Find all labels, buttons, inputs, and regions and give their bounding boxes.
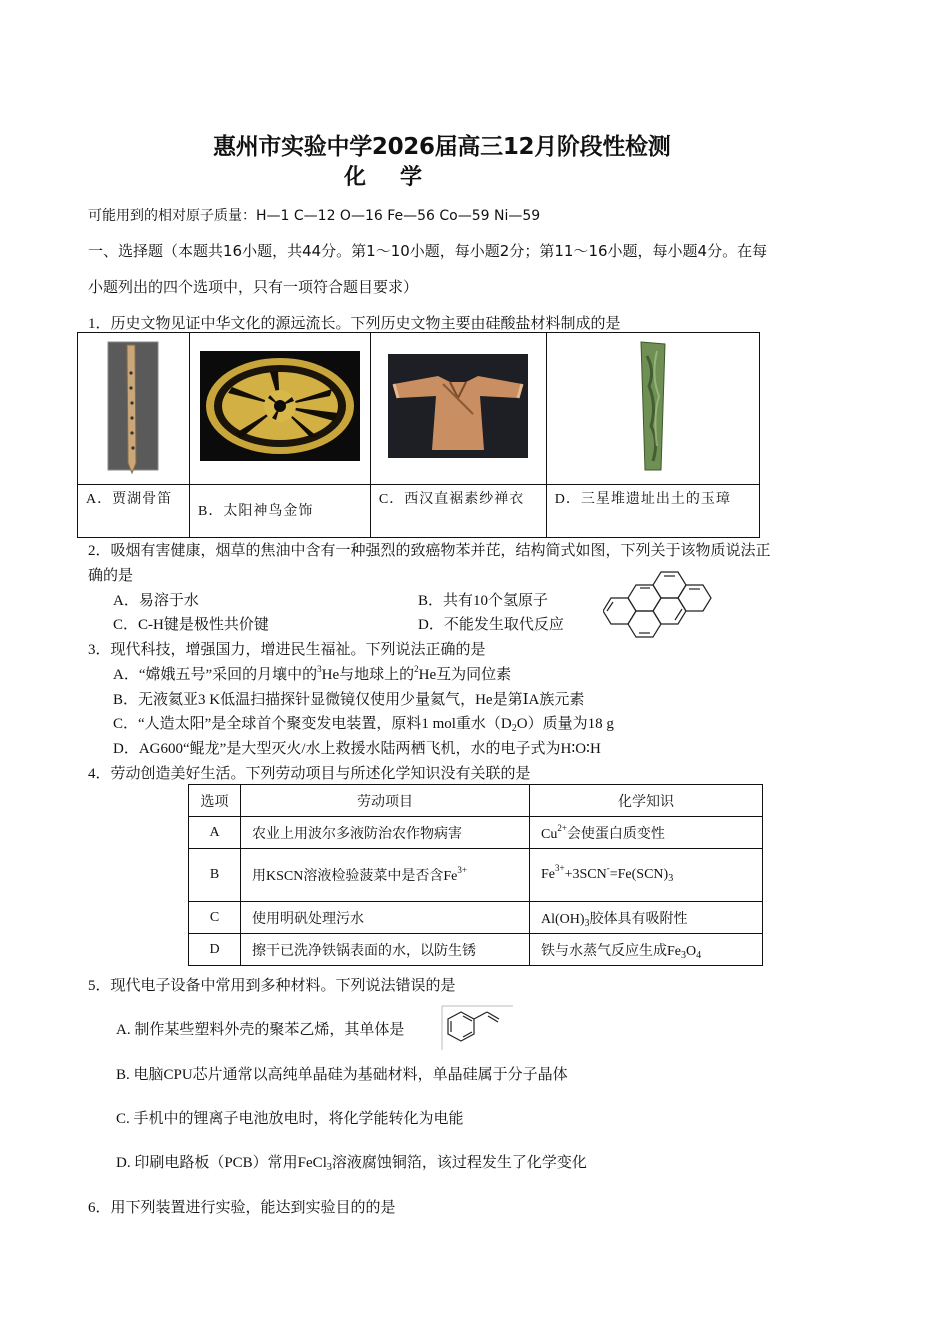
q1-image-cell-d <box>546 333 759 485</box>
q4-b-k2: +3SCN <box>564 867 607 882</box>
q4-table <box>188 784 763 966</box>
page-title: 惠州市实验中学2026届高三12月阶段性检测 <box>213 134 671 160</box>
q4-row-c-labor: 使用明矾处理污水 <box>241 902 530 934</box>
q4-row-c-option: C <box>189 902 241 934</box>
section-instruction-line2: 小题列出的四个选项中，只有一项符合题目要求） <box>88 278 419 296</box>
q4-b-k3-sub: 3 <box>668 873 674 884</box>
q4-header-option: 选项 <box>189 785 241 817</box>
q4-c-k1-sub: 3 <box>584 917 590 929</box>
q4-b-l1-sup: 3+ <box>457 865 467 875</box>
q5-d-sub: 3 <box>326 1162 332 1173</box>
q3-d-text: D．AG600“鲲龙”是大型灭火/水上救援水陆两栖飞机，水的电子式为 <box>113 741 561 757</box>
q1-option-a: A．贾湖骨笛 <box>78 485 190 538</box>
styrene-structure-icon <box>441 1005 515 1051</box>
q2-option-a: A．易溶于水 <box>113 593 199 609</box>
q5-d-text1: D. 印刷电路板（PCB）常用FeCl <box>116 1155 327 1171</box>
q1-option-d: D．三星堆遗址出土的玉璋 <box>546 485 759 538</box>
q3-option-c <box>113 712 614 733</box>
q2-option-c: C．C-H键是极性共价键 <box>113 617 269 633</box>
q3-option-d <box>113 737 601 758</box>
q5-stem: 5．现代电子设备中常用到多种材料。下列说法错误的是 <box>88 978 456 994</box>
q4-b-k1-sup: 3+ <box>555 863 565 873</box>
bone-flute-photo <box>78 333 188 479</box>
q3-a-text3: He互为同位素 <box>418 667 512 683</box>
q1-image-cell-c <box>370 333 546 485</box>
jade-zhang-photo <box>623 336 683 476</box>
q3-c-text2: O）质量为18 g <box>516 716 614 732</box>
q5-option-a: A. 制作某些塑料外壳的聚苯乙烯，其单体是 <box>116 1022 405 1038</box>
q4-d-k1-sub: 3 <box>681 949 686 961</box>
q3-c-text1: C．“人造太阳”是全球首个聚变发电装置，原料1 mol重水（D <box>113 716 512 732</box>
q4-row-c-knowledge <box>530 902 763 934</box>
q4-row-b-knowledge <box>530 849 763 902</box>
q4-b-k1: Fe <box>541 867 555 882</box>
q4-row-a-option: A <box>189 817 241 849</box>
sun-bird-gold-photo <box>200 351 360 461</box>
q1-option-c: C．西汉直裾素纱禅衣 <box>370 485 546 538</box>
q4-d-k1: 铁与水蒸气反应生成Fe <box>541 943 681 959</box>
q4-stem: 4．劳动创造美好生活。下列劳动项目与所述化学知识没有关联的是 <box>88 766 531 782</box>
q3-stem: 3．现代科技，增强国力，增进民生福祉。下列说法正确的是 <box>88 642 486 658</box>
atomic-mass-line: 可能用到的相对原子质量：H—1 C—12 O—16 Fe—56 Co—59 Ni—59 <box>88 208 541 224</box>
q2-stem-line1: 2．吸烟有害健康，烟草的焦油中含有一种强烈的致癌物苯并芘，结构简式如图，下列关于该物质说法正 <box>88 543 771 559</box>
q3-option-b: B．无液氦亚3 K低温扫描探针显微镜仅使用少量氦气，He是第ⅠA族元素 <box>113 692 585 708</box>
q4-row-d-option: D <box>189 934 241 966</box>
q4-row-d-knowledge <box>530 934 763 966</box>
q1-stem: 1．历史文物见证中华文化的源远流长。下列历史文物主要由硅酸盐材料制成的是 <box>88 316 621 332</box>
q2-option-b: B．共有10个氢原子 <box>418 593 549 609</box>
q3-c-sub: 2 <box>511 723 517 734</box>
q3-a-sup2: 2 <box>414 664 419 674</box>
q5-d-text2: 溶液腐蚀铜箔，该过程发生了化学变化 <box>331 1155 587 1171</box>
q3-a-text2: He与地球上的 <box>321 667 415 683</box>
subject-title: 化学 <box>344 165 457 190</box>
q1-image-cell-b <box>189 333 370 485</box>
q3-d-formula: H∶O∶H <box>560 741 601 757</box>
q1-options-table <box>77 332 760 538</box>
silk-robe-photo <box>388 354 528 458</box>
q4-d-k2-sub: 4 <box>696 949 702 961</box>
q1-option-b: B．太阳神鸟金饰 <box>189 485 370 538</box>
q4-row-a-knowledge <box>530 817 763 849</box>
q4-a-k2: 会使蛋白质变性 <box>566 826 665 842</box>
q5-option-c: C. 手机中的锂离子电池放电时，将化学能转化为电能 <box>116 1111 464 1127</box>
q4-row-b-labor <box>241 849 530 902</box>
q1-image-cell-a <box>78 333 190 485</box>
benzopyrene-structure-icon <box>603 566 733 644</box>
q4-row-b-option: B <box>189 849 241 902</box>
q4-c-k2: 胶体具有吸附性 <box>589 911 688 927</box>
q4-header-knowledge: 化学知识 <box>530 785 763 817</box>
q6-stem: 6．用下列装置进行实验，能达到实验目的的是 <box>88 1200 396 1216</box>
q4-c-k1: Al(OH) <box>541 911 585 927</box>
q4-b-k2-sup: - <box>606 863 610 873</box>
q4-row-a-labor: 农业上用波尔多液防治农作物病害 <box>241 817 530 849</box>
q4-d-k2: O <box>686 943 697 959</box>
q3-a-text1: A．“嫦娥五号”采回的月壤中的 <box>113 667 318 683</box>
q2-option-d: D．不能发生取代反应 <box>418 617 564 633</box>
q3-a-sup1: 3 <box>317 664 322 674</box>
q4-header-labor: 劳动项目 <box>241 785 530 817</box>
q5-option-b: B. 电脑CPU芯片通常以高纯单晶硅为基础材料，单晶硅属于分子晶体 <box>116 1067 568 1083</box>
q4-a-k1: Cu <box>541 826 558 842</box>
q4-a-k1-sup: 2+ <box>557 822 567 833</box>
q4-row-d-labor: 擦干已洗净铁锅表面的水，以防生锈 <box>241 934 530 966</box>
q4-b-l1: 用KSCN溶液检验菠菜中是否含Fe <box>252 869 458 884</box>
q4-b-k3: =Fe(SCN) <box>609 867 669 882</box>
q2-stem-line2: 确的是 <box>88 568 134 584</box>
section-instruction-line1: 一、选择题（本题共16小题，共44分。第1～10小题，每小题2分；第11～16小题，每小题4分。在每 <box>88 242 768 260</box>
q3-option-a <box>113 663 511 684</box>
q5-option-d <box>116 1151 587 1172</box>
